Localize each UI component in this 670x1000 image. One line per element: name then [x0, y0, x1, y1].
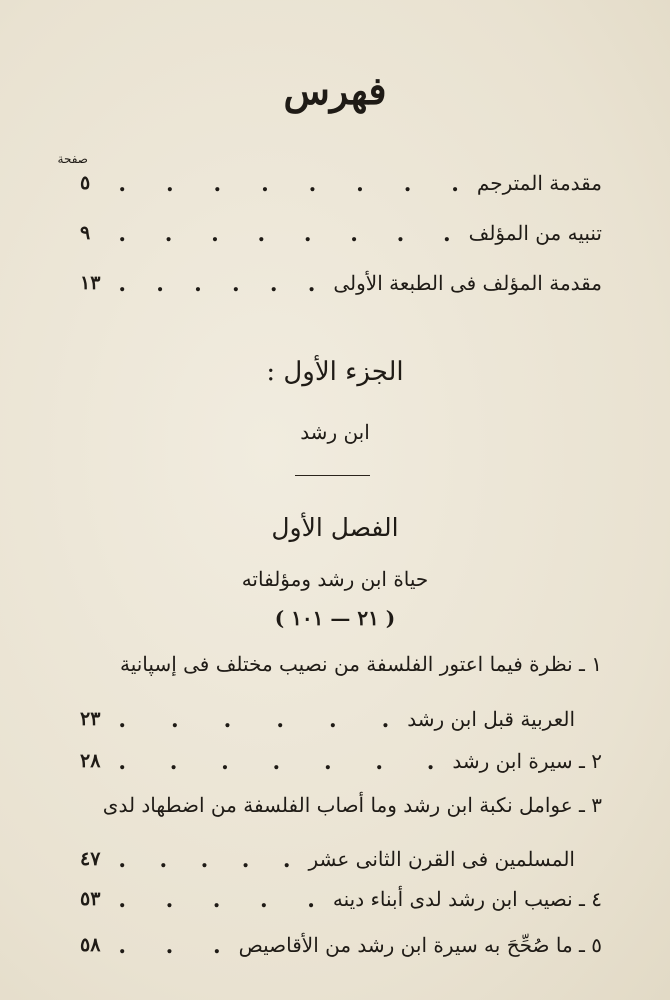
leader-dots: . . . . . . . . — [118, 171, 459, 197]
toc-entry-page: ٩ — [80, 222, 91, 244]
toc-entry-label: ٥ ـ ما صُحِّحَ به سيرة ابن رشد من الأقاصيص — [238, 933, 602, 957]
toc-entry-label: مقدمة المؤلف فى الطبعة الأولى — [333, 271, 602, 295]
toc-entry-page: ٥ — [80, 172, 91, 194]
chapter-page-range: ( ٢١ — ١٠١ ) — [274, 606, 396, 630]
leader-dots: . . . . . . . — [118, 749, 435, 775]
leader-dots: . . . . . . — [118, 271, 316, 297]
leader-dots: . . . . . . . . — [118, 221, 451, 247]
toc-entry-page: ٢٣ — [80, 708, 101, 730]
toc-item-heading: ١ ـ نظرة فيما اعتور الفلسفة من نصيب مختلف فى إسپانية — [119, 652, 602, 676]
chapter-title: الفصل الأول — [271, 513, 399, 542]
divider — [295, 475, 370, 476]
toc-entry-page: ٢٨ — [80, 750, 101, 772]
page-title: فهرس — [283, 68, 387, 113]
toc-entry-page: ١٣ — [80, 272, 101, 294]
leader-dots: . . . — [118, 933, 221, 959]
leader-dots: . . . . . — [118, 887, 315, 913]
toc-entry-label: مقدمة المترجم — [476, 171, 602, 195]
toc-entry-label: ٢ ـ سيرة ابن رشد — [452, 749, 602, 773]
toc-row — [80, 266, 602, 300]
toc-row — [80, 216, 602, 250]
part-subtitle: ابن رشد — [300, 420, 370, 444]
toc-entry-label: العربية قبل ابن رشد — [407, 707, 575, 731]
toc-row — [80, 928, 602, 962]
page-column-label: صفحة — [57, 152, 88, 166]
leader-dots: . . . . . . — [118, 707, 390, 733]
toc-entry-page: ٥٨ — [80, 934, 101, 956]
toc-entry-label: ٤ ـ نصيب ابن رشد لدى أبناء دينه — [332, 887, 602, 911]
toc-item-heading: ٣ ـ عوامل نكبة ابن رشد وما أصاب الفلسفة من اضطهاد لدى — [102, 793, 602, 817]
toc-row — [80, 744, 602, 778]
toc-row — [80, 842, 575, 876]
part-title: الجزء الأول : — [266, 357, 404, 387]
toc-row — [80, 166, 602, 200]
toc-row — [80, 882, 602, 916]
leader-dots: . . . . . — [118, 847, 291, 873]
toc-entry-label: المسلمين فى القرن الثانى عشر — [308, 847, 575, 871]
toc-entry-label: تنبيه من المؤلف — [468, 221, 602, 245]
toc-entry-page: ٥٣ — [80, 888, 101, 910]
toc-row — [80, 702, 575, 736]
chapter-subtitle: حياة ابن رشد ومؤلفاته — [241, 567, 429, 591]
toc-entry-page: ٤٧ — [80, 848, 101, 870]
